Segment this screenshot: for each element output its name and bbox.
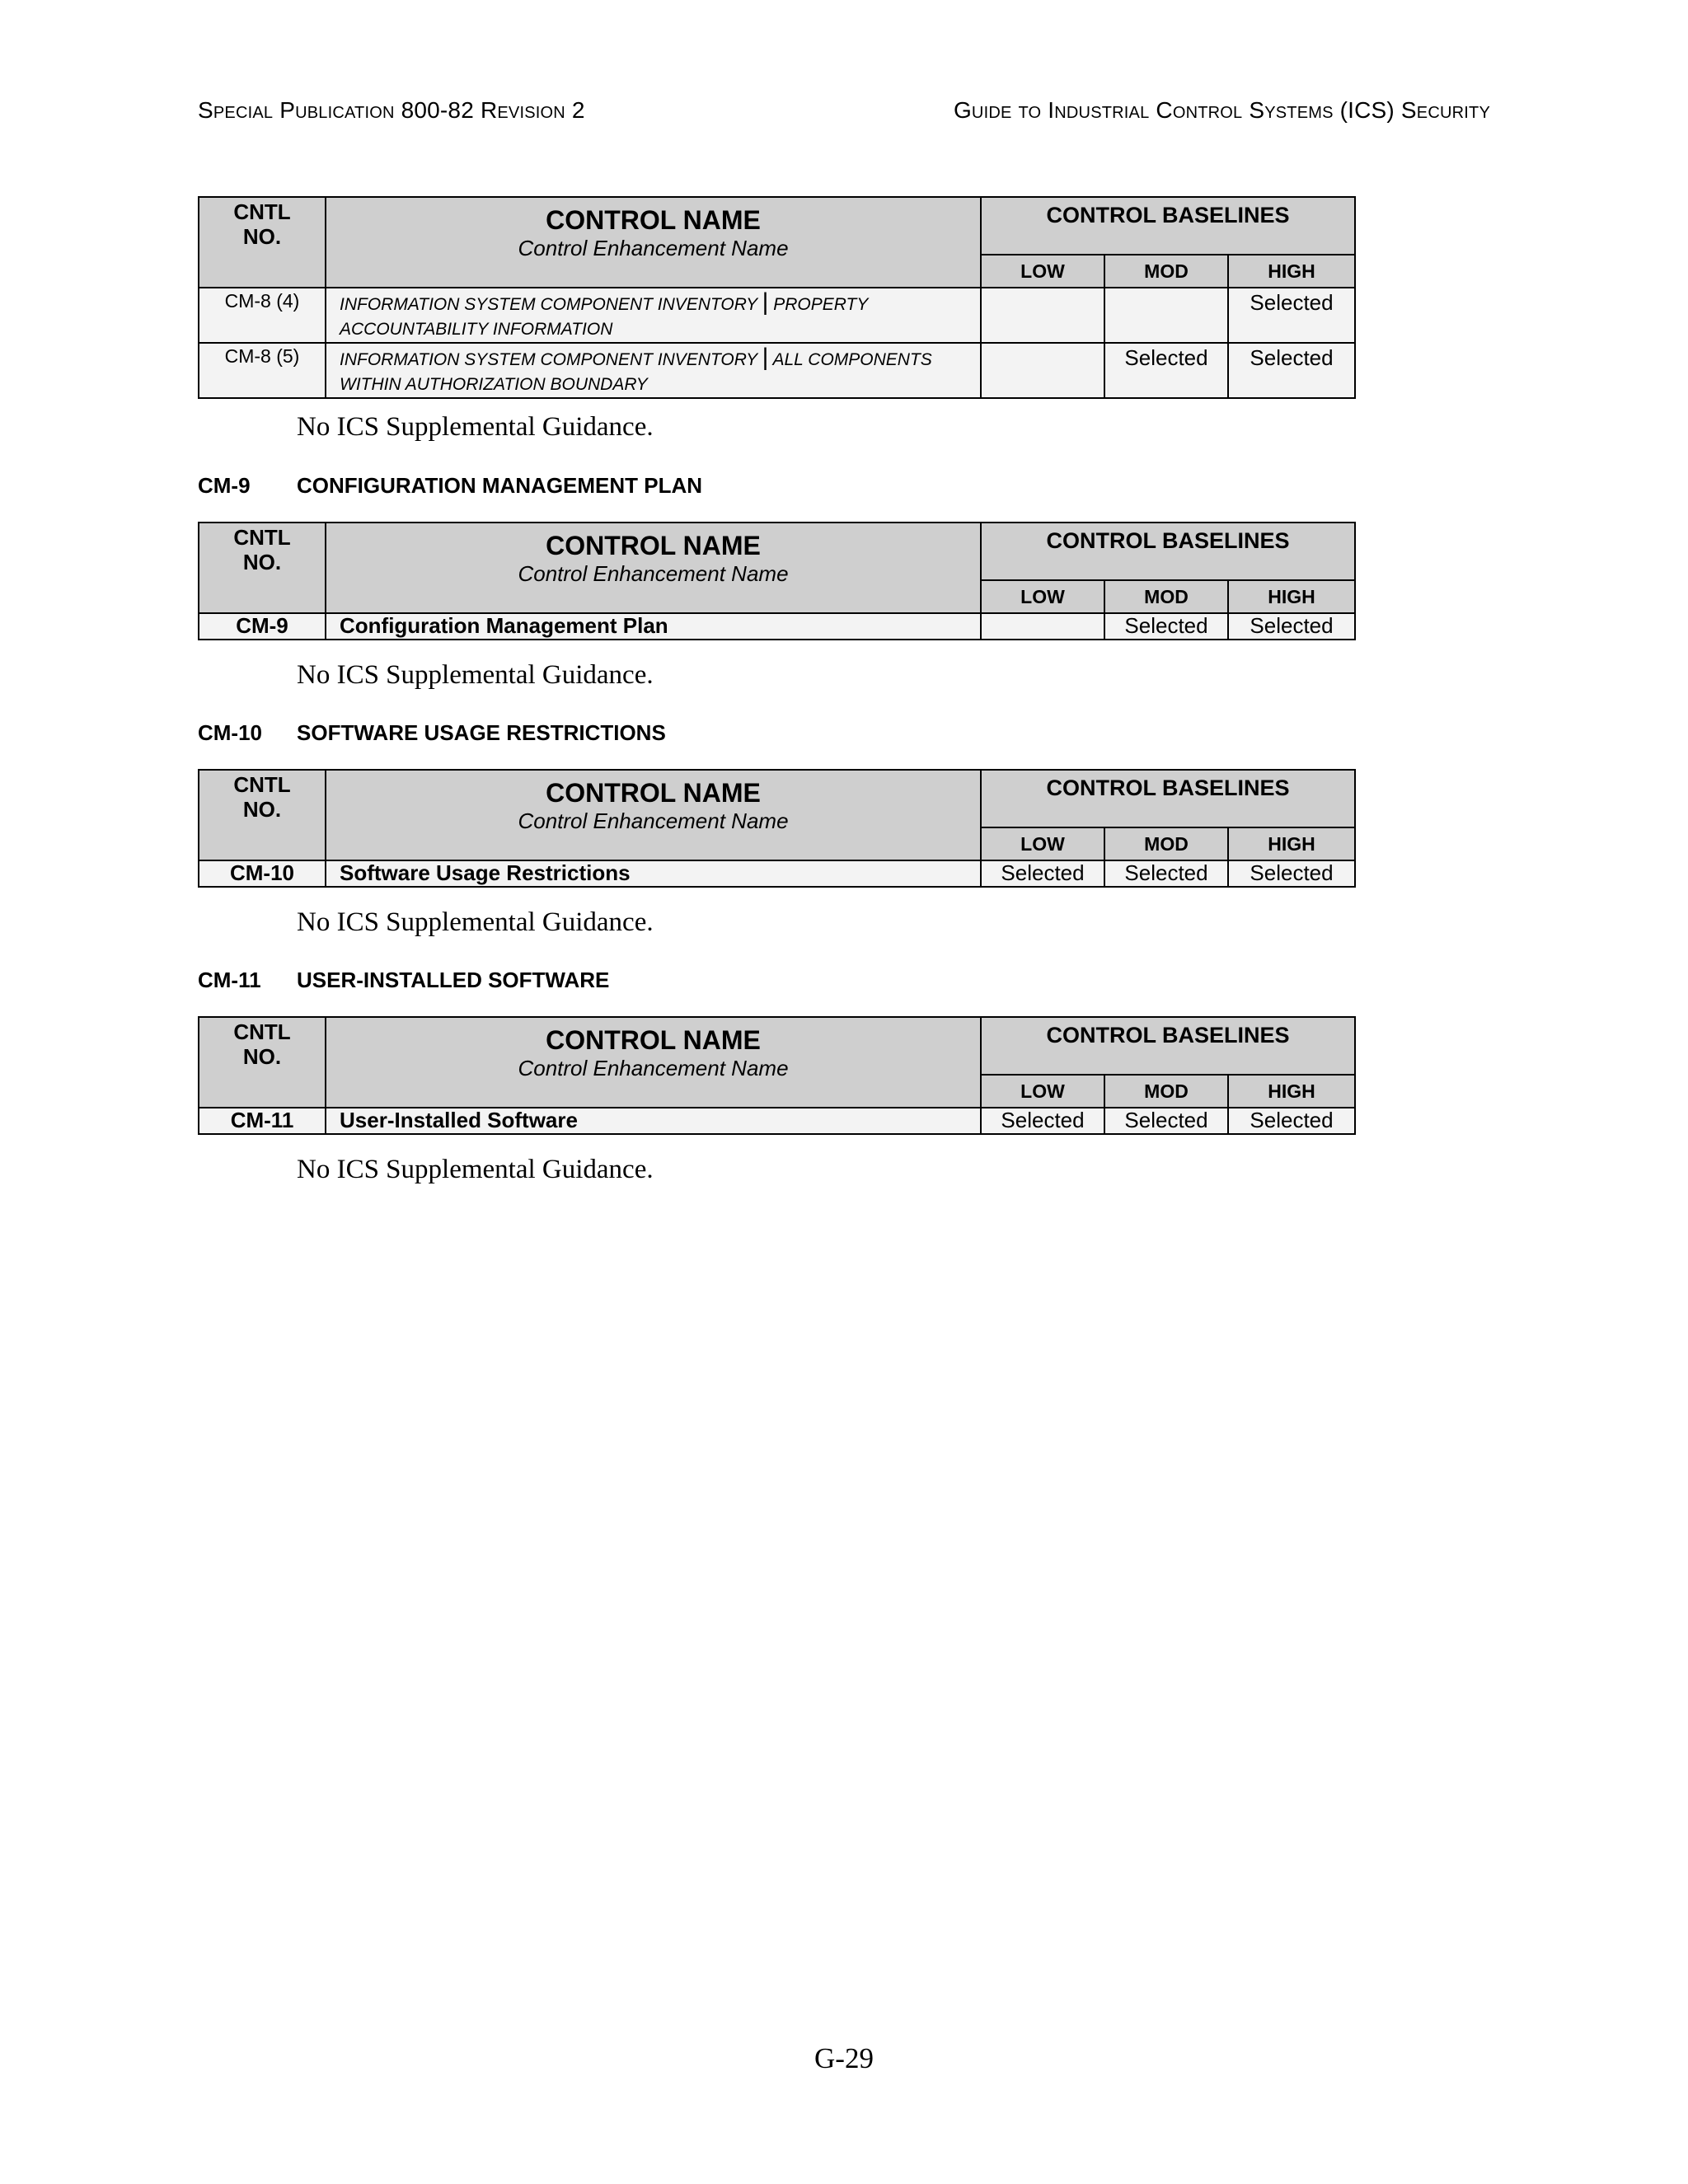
header-cntl-no: CNTL NO. [199, 770, 326, 860]
supplemental-guidance: No ICS Supplemental Guidance. [297, 1155, 654, 1184]
page-number: G-29 [814, 2042, 874, 2074]
table-row [199, 1108, 1355, 1134]
table-row [199, 613, 1355, 640]
table-row [199, 343, 1355, 398]
header-control-baselines: CONTROL BASELINES [981, 1017, 1355, 1075]
header-mod: MOD [1104, 827, 1228, 860]
baseline-low [981, 343, 1104, 398]
control-table-cm-11 [198, 1016, 1356, 1135]
baseline-mod: Selected [1104, 860, 1228, 887]
control-table-cm-9 [198, 522, 1356, 640]
baseline-high: Selected [1228, 860, 1355, 887]
baseline-mod: Selected [1104, 343, 1228, 398]
control-enhancement-name: INFORMATION SYSTEM COMPONENT INVENTORY | PROPERTY ACCOUNTABILITY INFORMATION [326, 288, 981, 343]
header-control-baselines: CONTROL BASELINES [981, 770, 1355, 827]
table-row [199, 860, 1355, 887]
header-control-name: CONTROL NAME Control Enhancement Name [326, 197, 981, 288]
header-high: HIGH [1228, 827, 1355, 860]
control-number: CM-10 [199, 860, 326, 887]
header-high: HIGH [1228, 1075, 1355, 1108]
header-high: HIGH [1228, 255, 1355, 288]
header-mod: MOD [1104, 580, 1228, 613]
header-cntl-no: CNTL NO. [199, 523, 326, 613]
supplemental-guidance: No ICS Supplemental Guidance. [297, 412, 654, 442]
control-number: CM-9 [199, 613, 326, 640]
header-mod: MOD [1104, 255, 1228, 288]
baseline-low [981, 613, 1104, 640]
baseline-high: Selected [1228, 288, 1355, 343]
control-enhancement-name: INFORMATION SYSTEM COMPONENT INVENTORY | ALL COMPONENTS WITHIN AUTHORIZATION BOUNDARY [326, 343, 981, 398]
control-table-cm-10 [198, 769, 1356, 888]
running-header [198, 97, 1490, 124]
header-low: LOW [981, 827, 1104, 860]
baseline-high: Selected [1228, 343, 1355, 398]
header-low: LOW [981, 255, 1104, 288]
baseline-mod: Selected [1104, 613, 1228, 640]
control-number: CM-8 (4) [199, 288, 326, 343]
baseline-mod: Selected [1104, 1108, 1228, 1134]
section-heading-cm-10: CM-10 SOFTWARE USAGE RESTRICTIONS [198, 720, 666, 745]
header-low: LOW [981, 580, 1104, 613]
header-control-name: CONTROL NAME Control Enhancement Name [326, 770, 981, 860]
header-cntl-no: CNTL NO. [199, 1017, 326, 1108]
baseline-low: Selected [981, 1108, 1104, 1134]
baseline-high: Selected [1228, 1108, 1355, 1134]
table-row [199, 288, 1355, 343]
header-mod: MOD [1104, 1075, 1228, 1108]
control-number: CM-8 (5) [199, 343, 326, 398]
document-title: Guide to Industrial Control Systems (ICS) Security [953, 97, 1490, 123]
publication-title: Special Publication 800-82 Revision 2 [198, 97, 585, 123]
baseline-mod [1104, 288, 1228, 343]
control-number: CM-11 [199, 1108, 326, 1134]
control-name: Software Usage Restrictions [326, 860, 981, 887]
supplemental-guidance: No ICS Supplemental Guidance. [297, 907, 654, 937]
section-heading-cm-9: CM-9 CONFIGURATION MANAGEMENT PLAN [198, 473, 703, 498]
header-low: LOW [981, 1075, 1104, 1108]
section-heading-cm-11: CM-11 USER-INSTALLED SOFTWARE [198, 968, 610, 992]
control-name: Configuration Management Plan [326, 613, 981, 640]
baseline-high: Selected [1228, 613, 1355, 640]
control-name: User-Installed Software [326, 1108, 981, 1134]
header-control-baselines: CONTROL BASELINES [981, 197, 1355, 255]
baseline-low [981, 288, 1104, 343]
header-control-name: CONTROL NAME Control Enhancement Name [326, 1017, 981, 1108]
header-high: HIGH [1228, 580, 1355, 613]
supplemental-guidance: No ICS Supplemental Guidance. [297, 660, 654, 690]
baseline-low: Selected [981, 860, 1104, 887]
header-control-name: CONTROL NAME Control Enhancement Name [326, 523, 981, 613]
control-table-cm-8 [198, 196, 1356, 399]
header-cntl-no: CNTL NO. [199, 197, 326, 288]
header-control-baselines: CONTROL BASELINES [981, 523, 1355, 580]
